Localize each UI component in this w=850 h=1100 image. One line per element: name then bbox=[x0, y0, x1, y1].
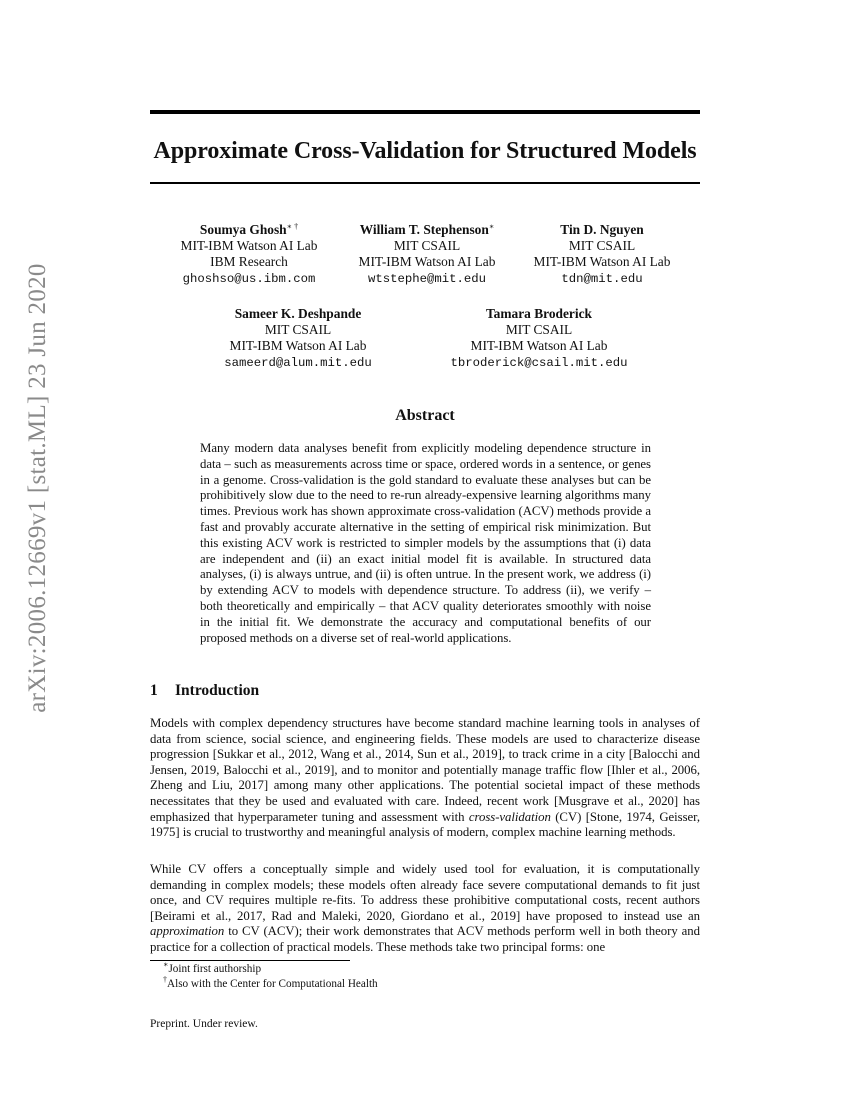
author-marks: ∗ bbox=[488, 222, 495, 231]
author-name: Tin D. Nguyen bbox=[560, 222, 644, 237]
paper-page: arXiv:2006.12669v1 [stat.ML] 23 Jun 2020 Approximate Cross-Validation for Structured Models Soumya Ghosh∗ † MIT-IBM Watson AI Lab IBM Research ghoshso@us.ibm.com William T. Stephenson∗ MIT CSAIL MIT-IBM Watson AI Lab wtstephe@mit.edu Tin D. Nguyen MIT CSAIL MIT-IBM Watson AI Lab tdn@mit.edu Sameer K. Deshpande MIT CSAIL MIT-IBM Watson AI Lab sameerd@alum.mit.edu Tamara Broderick MIT CSAIL MIT-IBM Watson AI Lab tbroderick@csail.mit.edu Abstract Many modern data analyses benefit from explicitly modeling dependence structure in data – such as measurements across time or space, ordered words in a sentence, or genes in a genome. Cross-validation is the gold standard to evaluate these analyses but can be prohibitively slow due to the need to re-run already-expensive learning algorithms many times. Previous work has shown approximate cross-validation (ACV) methods provide a fast and provably accurate alternative in the setting of empirical risk minimization. But this existing ACV work is restricted to simpler models by the assumptions that (i) data are independent and (ii) an exact initial model fit is available. In structured data analyses, (i) is always untrue, and (ii) is often untrue. In the present work, we address (i) by extending ACV to models with dependence structure. To address (ii), we verify – both theoretically and empirically – that ACV quality deteriorates smoothly with noise in the initial fit. We demonstrate the accuracy and computational benefits of our proposed methods on a diverse set of real-world applications. 1 Introduction Models with complex dependency structures have become standard machine learning tools in analyses of data from science, social science, and engineering fields. These models are used to characterize disease progression [Sukkar et al., 2012, Wang et al., 2014, Sun et al., 2019], to track crime in a city [Balocchi and Jensen, 2019, Balocchi et al., 2019], and to monitor and potentially manage traffic flow [Ihler et al., 2006, Zheng and Liu, 2017] among many other applications. The potential societal impact of these methods necessitates that they be used and evaluated with care. Indeed, recent work [Musgrave et al., 2020] has emphasized that hyperparameter tuning and assessment with cross-validation (CV) [Stone, 1974, Geisser, 1975] is crucial to trustworthy and meaningful analysis of modern, complex machine learning methods. While CV offers a conceptually simple and widely used tool for evaluation, it is computationally demanding in complex models; these models often already face severe computational demands to fit just once, and CV requires multiple re-fits. To address these prohibitive computational costs, recent authors [Beirami et al., 2017, Rad and Maleki, 2020, Giordano et al., 2019] have proposed to instead use an approximation to CV (ACV); their work demonstrates that ACV methods perform well in both theory and practice for a collection of practical models. These methods take two principal forms: one ∗Joint first authorship †Also with the Center for Computational Health Preprint. Under review. bbox=[0, 0, 850, 1100]
title-rule-top bbox=[150, 110, 700, 114]
author-email: ghoshso@us.ibm.com bbox=[182, 271, 316, 286]
author-affiliation: MIT-IBM Watson AI Lab bbox=[470, 338, 608, 354]
section-title: Introduction bbox=[175, 682, 260, 699]
author-block bbox=[338, 222, 516, 287]
author-email: tbroderick@csail.mit.edu bbox=[450, 355, 628, 370]
author-affiliation: MIT-IBM Watson AI Lab bbox=[229, 338, 367, 354]
author-affiliation: MIT-IBM Watson AI Lab bbox=[180, 238, 318, 254]
author-affiliation: MIT CSAIL bbox=[505, 322, 573, 338]
author-block bbox=[160, 222, 338, 287]
author-email: tdn@mit.edu bbox=[561, 271, 643, 286]
author-block bbox=[208, 306, 388, 371]
title-rule-bottom bbox=[150, 182, 700, 184]
footnote: ∗Joint first authorship bbox=[163, 960, 262, 975]
emphasis-term: cross-validation bbox=[468, 809, 551, 824]
author-email: sameerd@alum.mit.edu bbox=[224, 355, 372, 370]
emphasis-term: approximation bbox=[150, 924, 225, 939]
author-affiliation: IBM Research bbox=[210, 254, 288, 270]
author-name: Soumya Ghosh bbox=[199, 222, 287, 237]
author-marks: ∗ † bbox=[286, 222, 299, 231]
author-affiliation: MIT CSAIL bbox=[264, 322, 332, 338]
author-affiliation: MIT-IBM Watson AI Lab bbox=[358, 254, 496, 270]
author-block bbox=[516, 222, 688, 287]
author-block bbox=[434, 306, 644, 371]
preprint-note: Preprint. Under review. bbox=[150, 1018, 258, 1030]
author-email: wtstephe@mit.edu bbox=[367, 271, 487, 286]
author-affiliation: MIT CSAIL bbox=[568, 238, 636, 254]
intro-paragraph: While CV offers a conceptually simple and widely used tool for evaluation, it is computationally demanding in complex models; these models often already face severe computational demands to fit just once, and CV requires multiple re-fits. To address these prohibitive computational costs, recent authors [Beirami et al., 2017, Rad and Maleki, 2020, Giordano et al., 2019] have proposed to instead use an approximation to CV (ACV); their work demonstrates that ACV methods perform well in both theory and practice for a collection of practical models. These methods take two principal forms: one bbox=[150, 862, 700, 954]
author-name: Sameer K. Deshpande bbox=[234, 306, 362, 321]
paper-title: Approximate Cross-Validation for Structured Models bbox=[153, 138, 697, 164]
footnote: †Also with the Center for Computational Health bbox=[163, 975, 378, 990]
footnote-rule bbox=[150, 960, 350, 961]
author-name: William T. Stephenson bbox=[359, 222, 489, 237]
section-heading bbox=[150, 681, 700, 701]
section-number: 1 bbox=[150, 682, 158, 699]
abstract-heading: Abstract bbox=[395, 407, 455, 424]
author-affiliation: MIT-IBM Watson AI Lab bbox=[533, 254, 671, 270]
author-name: Tamara Broderick bbox=[485, 306, 592, 321]
abstract-text: Many modern data analyses benefit from explicitly modeling dependence structure in data – such as measurements across time or space, ordered words in a sentence, or genes in a genome. Cross-validation is the gold standard to evaluate these analyses but can be prohibitively slow due to the need to re-run already-expensive learning algorithms many times. Previous work has shown approximate cross-validation (ACV) methods provide a fast and provably accurate alternative in the setting of empirical risk minimization. But this existing ACV work is restricted to simpler models by the assumptions that (i) data are independent and (ii) an exact initial model fit is available. In structured data analyses, (i) is always untrue, and (ii) is often untrue. In the present work, we address (i) by extending ACV to models with dependence structure. To address (ii), we verify – both theoretically and empirically – that ACV quality deteriorates smoothly with noise in the initial fit. We demonstrate the accuracy and computational benefits of our proposed methods on a diverse set of real-world applications. bbox=[200, 441, 651, 645]
author-affiliation: MIT CSAIL bbox=[393, 238, 461, 254]
intro-paragraph: Models with complex dependency structures have become standard machine learning tools in analyses of data from science, social science, and engineering fields. These models are used to characterize disease progression [Sukkar et al., 2012, Wang et al., 2014, Sun et al., 2019], to track crime in a city [Balocchi and Jensen, 2019, Balocchi et al., 2019], and to monitor and potentially manage traffic flow [Ihler et al., 2006, Zheng and Liu, 2017] among many other applications. The potential societal impact of these methods necessitates that they be used and evaluated with care. Indeed, recent work [Musgrave et al., 2020] has emphasized that hyperparameter tuning and assessment with cross-validation (CV) [Stone, 1974, Geisser, 1975] is crucial to trustworthy and meaningful analysis of modern, complex machine learning methods. bbox=[150, 716, 700, 840]
